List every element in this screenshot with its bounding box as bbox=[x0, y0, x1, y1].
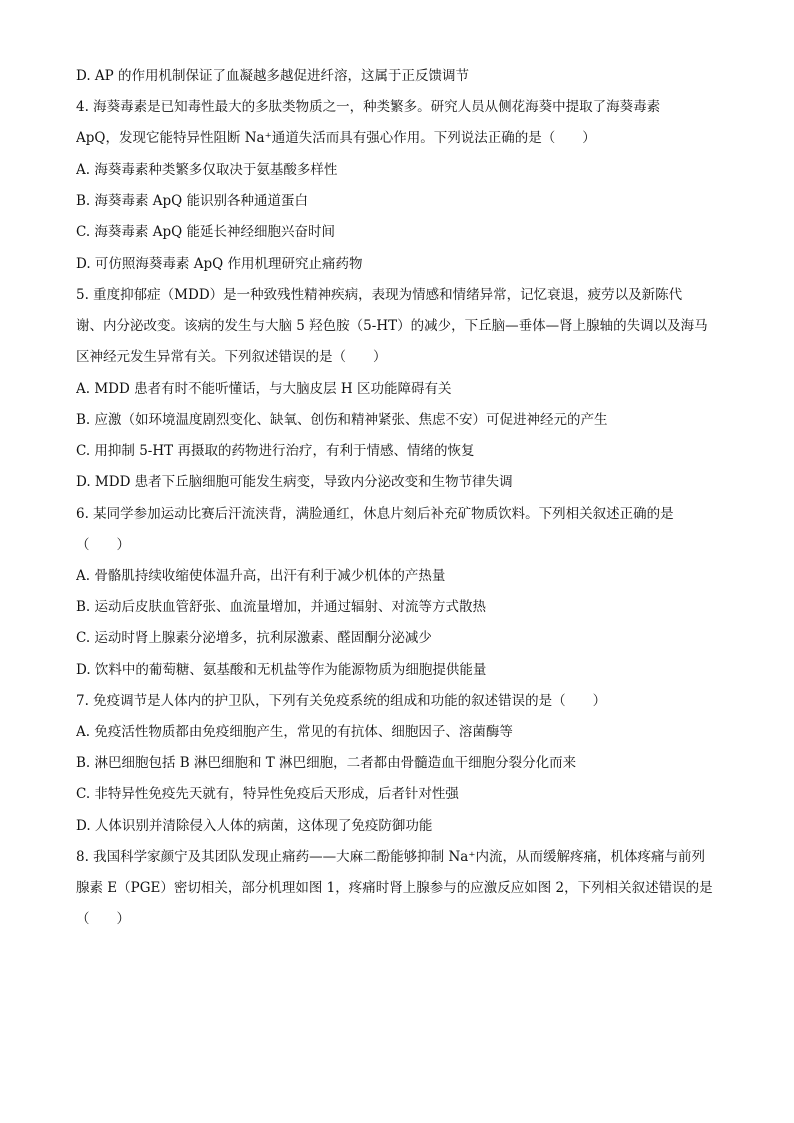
text-line-question-5-cont-2: 区神经元发生异常有关。下列叙述错误的是（ ） bbox=[76, 349, 387, 365]
text-line-q6-option-d: D. 饮料中的葡萄糖、氨基酸和无机盐等作为能源物质为细胞提供能量 bbox=[76, 662, 487, 678]
text-line-q7-option-c: C. 非特异性免疫先天就有，特异性免疫后天形成，后者针对性强 bbox=[76, 786, 459, 802]
text-line-q4-option-d: D. 可仿照海葵毒素 ApQ 作用机理研究止痛药物 bbox=[76, 256, 363, 272]
text-line-question-6-cont: （ ） bbox=[76, 537, 130, 553]
text-line-q4-option-c: C. 海葵毒素 ApQ 能延长神经细胞兴奋时间 bbox=[76, 224, 335, 240]
text-line-question-4: 4. 海葵毒素是已知毒性最大的多肽类物质之一，种类繁多。研究人员从侧花海葵中提取了海葵毒素 bbox=[76, 99, 661, 115]
text-line-q5-option-d: D. MDD 患者下丘脑细胞可能发生病变，导致内分泌改变和生物节律失调 bbox=[76, 474, 513, 490]
text-line-q6-option-a: A. 骨骼肌持续收缩使体温升高，出汗有利于减少机体的产热量 bbox=[76, 568, 446, 584]
text-line-q7-option-d: D. 人体识别并清除侵入人体的病菌，这体现了免疫防御功能 bbox=[76, 818, 433, 834]
text-line-question-5-cont-1: 谢、内分泌改变。该病的发生与大脑 5 羟色胺（5-HT）的减少，下丘脑—垂体—肾上腺轴的失调以及海马 bbox=[76, 318, 708, 334]
text-line-question-7: 7. 免疫调节是人体内的护卫队，下列有关免疫系统的组成和功能的叙述错误的是（ ） bbox=[76, 693, 607, 709]
text-line-q6-option-c: C. 运动时肾上腺素分泌增多，抗利尿激素、醛固酮分泌减少 bbox=[76, 630, 432, 646]
text-line-question-8-blank: （ ） bbox=[76, 911, 130, 927]
text-line-option-d-q3: D. AP 的作用机制保证了血凝越多越促进纤溶，这属于正反馈调节 bbox=[76, 68, 470, 84]
text-line-question-8: 8. 我国科学家颜宁及其团队发现止痛药——大麻二酚能够抑制 Na⁺内流，从而缓解疼痛，机体疼痛与前列 bbox=[76, 849, 705, 865]
text-line-question-8-cont: 腺素 E（PGE）密切相关，部分机理如图 1，疼痛时肾上腺参与的应激反应如图 2，下列相关叙述错误的是 bbox=[76, 880, 713, 896]
text-line-q5-option-c: C. 用抑制 5-HT 再摄取的药物进行治疗，有利于情感、情绪的恢复 bbox=[76, 443, 475, 459]
text-line-q5-option-a: A. MDD 患者有时不能听懂话，与大脑皮层 H 区功能障碍有关 bbox=[76, 381, 452, 397]
text-line-q5-option-b: B. 应激（如环境温度剧烈变化、缺氧、创伤和精神紧张、焦虑不安）可促进神经元的产生 bbox=[76, 412, 608, 428]
text-line-question-6: 6. 某同学参加运动比赛后汗流浃背，满脸通红，休息片刻后补充矿物质饮料。下列相关叙述正确的是 bbox=[76, 506, 674, 522]
text-line-q4-option-a: A. 海葵毒素种类繁多仅取决于氨基酸多样性 bbox=[76, 162, 338, 178]
text-line-question-4-cont: ApQ，发现它能特异性阻断 Na⁺通道失活而具有强心作用。下列说法正确的是（ ） bbox=[76, 130, 596, 146]
text-line-q6-option-b: B. 运动后皮肤血管舒张、血流量增加，并通过辐射、对流等方式散热 bbox=[76, 599, 487, 615]
text-line-question-5: 5. 重度抑郁症（MDD）是一种致残性精神疾病，表现为情感和情绪异常，记忆衰退，疲劳以及新陈代 bbox=[76, 287, 683, 303]
text-line-q4-option-b: B. 海葵毒素 ApQ 能识别各种通道蛋白 bbox=[76, 193, 309, 209]
text-line-q7-option-b: B. 淋巴细胞包括 B 淋巴细胞和 T 淋巴细胞，二者都由骨髓造血干细胞分裂分化而来 bbox=[76, 755, 577, 771]
text-line-q7-option-a: A. 免疫活性物质都由免疫细胞产生，常见的有抗体、细胞因子、溶菌酶等 bbox=[76, 724, 513, 740]
